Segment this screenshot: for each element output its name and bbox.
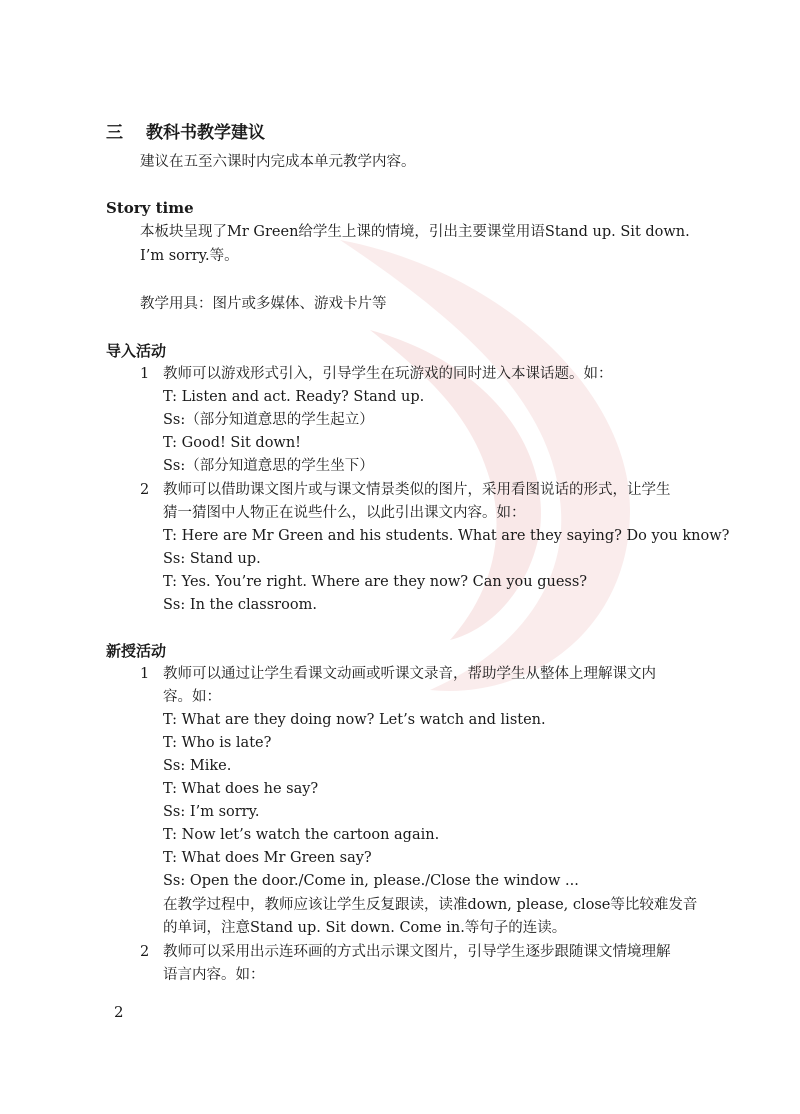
dialogue-line: Ss: I’m sorry.	[163, 804, 260, 820]
list-item-text: 语言内容。如：	[163, 967, 265, 983]
dialogue-line: T: Yes. You’re right. Where are they now? Can you guess?	[163, 574, 588, 590]
dialogue-line: T: Good! Sit down!	[163, 435, 302, 451]
note-text: 在教学过程中，教师应该让学生反复跟读，读准down, please, close等比较难发音	[163, 897, 698, 913]
list-item-text: 教师可以通过让学生看课文动画或听课文录音，帮助学生从整体上理解课文内	[163, 666, 656, 682]
teaching-tools: 教学用具：图片或多媒体、游戏卡片等	[140, 296, 387, 312]
dialogue-line: Ss:（部分知道意思的学生起立）	[163, 412, 374, 428]
story-time-heading: Story time	[106, 199, 194, 217]
note-text: 的单词，注意Stand up. Sit down. Come in.等句子的连读。	[163, 920, 567, 936]
list-number: 1	[140, 666, 150, 682]
section-title-text: 教科书教学建议	[146, 123, 265, 143]
dialogue-line: Ss: In the classroom.	[163, 597, 317, 613]
dialogue-line: T: Listen and act. Ready? Stand up.	[163, 389, 425, 405]
new-teaching-heading: 新授活动	[106, 642, 167, 660]
dialogue-line: T: What does Mr Green say?	[163, 850, 372, 866]
intro-text: 建议在五至六课时内完成本单元教学内容。	[140, 154, 416, 170]
dialogue-line: T: What are they doing now? Let’s watch and listen.	[163, 712, 546, 728]
list-item-text: 教师可以借助课文图片或与课文情景类似的图片，采用看图说话的形式，让学生	[163, 482, 671, 498]
story-desc-line-2: I’m sorry.等。	[140, 248, 239, 264]
dialogue-line: Ss: Mike.	[163, 758, 232, 774]
list-number: 1	[140, 366, 150, 382]
list-number: 2	[140, 944, 150, 960]
section-number: 三	[106, 123, 123, 143]
dialogue-line: T: Here are Mr Green and his students. What are they saying? Do you know?	[163, 528, 730, 544]
list-number: 2	[140, 482, 150, 498]
list-item-text: 猜一猜图中人物正在说些什么，以此引出课文内容。如：	[163, 505, 526, 521]
dialogue-line: T: Now let’s watch the cartoon again.	[163, 827, 440, 843]
dialogue-line: Ss: Open the door./Come in, please./Close the window ...	[163, 873, 579, 889]
section-title	[106, 118, 265, 143]
list-item-text: 容。如：	[163, 689, 221, 705]
dialogue-line: Ss:（部分知道意思的学生坐下）	[163, 458, 374, 474]
dialogue-line: T: Who is late?	[163, 735, 272, 751]
dialogue-line: Ss: Stand up.	[163, 551, 261, 567]
story-desc-line-1: 本板块呈现了Mr Green给学生上课的情境，引出主要课堂用语Stand up. Sit down.	[140, 224, 690, 240]
page-number: 2	[114, 1003, 124, 1021]
lead-in-heading: 导入活动	[106, 342, 167, 360]
dialogue-line: T: What does he say?	[163, 781, 319, 797]
list-item-text: 教师可以采用出示连环画的方式出示课文图片，引导学生逐步跟随课文情境理解	[163, 944, 671, 960]
list-item-text: 教师可以游戏形式引入，引导学生在玩游戏的同时进入本课话题。如：	[163, 366, 613, 382]
